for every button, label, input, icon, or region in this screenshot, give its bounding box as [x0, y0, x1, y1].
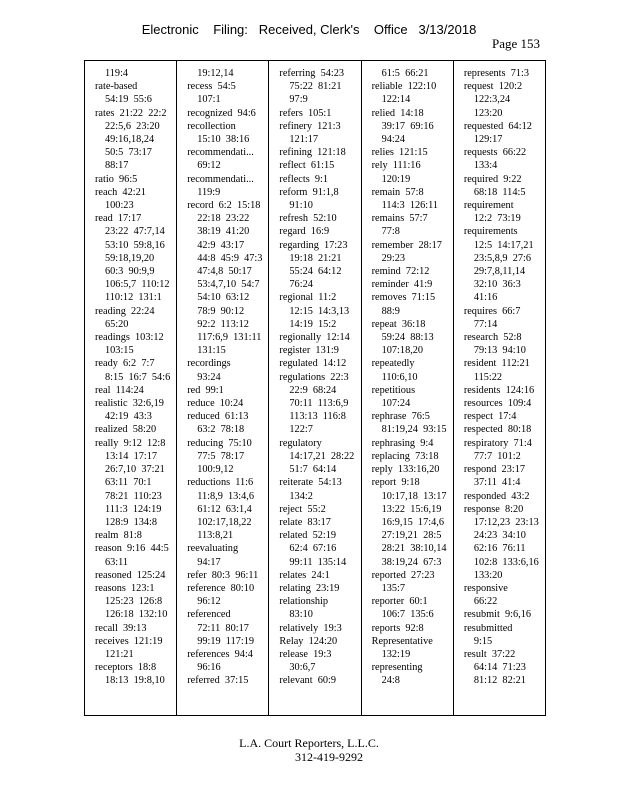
index-entry: 64:14 71:23 [473, 662, 526, 674]
index-entry: reevaluating [187, 543, 239, 555]
index-entry: Representative [371, 635, 433, 647]
index-entry: recognized 94:6 [187, 107, 256, 119]
index-entry: relied 14:18 [371, 107, 424, 119]
index-entry: reach 42:21 [95, 186, 146, 198]
index-entry: 126:18 132:10 [105, 609, 168, 621]
index-entry: 77:8 [381, 226, 400, 238]
index-entry: residents 124:16 [463, 384, 535, 396]
index-entry: 28:21 38:10,14 [381, 543, 447, 555]
index-entry: 128:9 134:8 [105, 516, 158, 528]
index-entry: reasoned 125:24 [95, 569, 166, 581]
index-entry: 24:8 [381, 675, 400, 687]
index-entry: repetitious [371, 384, 416, 396]
index-entry: 119:4 [105, 68, 129, 79]
index-entry: requires 66:7 [463, 305, 521, 317]
index-entry: 100:23 [105, 200, 134, 212]
footer [0, 736, 618, 764]
index-entry: realistic 32:6,19 [95, 398, 164, 410]
index-entry: relies 121:15 [371, 147, 428, 159]
index-entry: recommendati... [187, 147, 254, 159]
index-entry: reference 80:10 [187, 582, 255, 594]
index-entry: 29:23 [381, 252, 406, 264]
index-entry: 114:3 126:11 [381, 200, 439, 212]
index-entry: remain 57:8 [371, 186, 424, 198]
index-entry: real 114:24 [95, 384, 144, 396]
index-entry: 42:19 43:3 [105, 411, 152, 423]
index-entry: 103:15 [105, 345, 134, 357]
index-entry: 81:19,24 93:15 [381, 424, 447, 436]
index-entry: release 19:3 [279, 648, 332, 660]
index-entry: response 8:20 [463, 503, 524, 515]
index-entry: 106:7 135:6 [381, 609, 434, 621]
index-entry: regulated 14:12 [279, 358, 347, 370]
index-entry: 100:9,12 [197, 464, 234, 476]
index-entry: recall 39:13 [95, 622, 147, 634]
index-entry: responded 43:2 [463, 490, 530, 502]
index-entry: 30:6,7 [289, 662, 316, 674]
index-entry: report 9:18 [371, 477, 420, 489]
index-entry: rates 21:22 22:2 [95, 107, 167, 119]
index-entry: reminder 41:9 [371, 279, 433, 291]
index-entry: refers 105:1 [279, 107, 332, 119]
index-entry: realm 81:8 [95, 530, 142, 542]
index-entry: 23:22 47:7,14 [105, 226, 165, 238]
index-entry: requirement [463, 200, 514, 212]
index-entry: represents 71:3 [463, 68, 530, 79]
index-entry: 63:11 [105, 556, 129, 568]
index-entry: 110:12 131:1 [105, 292, 162, 304]
index-entry: 65:20 [105, 318, 129, 330]
index-entry: 47:4,8 50:17 [197, 266, 252, 278]
index-entry: 96:16 [197, 662, 221, 674]
index-entry: 94:17 [197, 556, 221, 568]
index-entry: 19:12,14 [197, 68, 234, 79]
index-entry: 77:7 101:2 [473, 450, 521, 462]
index-entry: 107:1 [197, 94, 221, 106]
index-entry: repeat 36:18 [371, 318, 426, 330]
index-entry: references 94:4 [187, 648, 253, 660]
index-entry: 22:18 23:22 [197, 213, 250, 225]
index-entry: 15:10 38:16 [197, 134, 250, 146]
index-entry: readings 103:12 [95, 332, 164, 344]
index-entry: research 52:8 [463, 332, 522, 344]
index-entry: resubmitted [463, 622, 513, 634]
index-entry: 78:21 110:23 [105, 490, 162, 502]
index-entry: Relay 124:20 [279, 635, 338, 647]
index-entry: resources 109:4 [463, 398, 532, 410]
index-entry: 79:13 94:10 [473, 345, 526, 357]
index-entry: reduce 10:24 [187, 398, 244, 410]
index-entry: 24:23 34:10 [473, 530, 526, 542]
index-entry: regulations 22:3 [279, 371, 349, 383]
index-entry: 62:16 76:11 [473, 543, 526, 555]
index-column-2 [176, 61, 268, 715]
index-entry: recollection [187, 120, 236, 132]
index-entry: red 99:1 [187, 384, 224, 396]
index-entry: 107:24 [381, 398, 411, 410]
index-entry: respond 23:17 [463, 464, 526, 476]
index-entry: 13:22 15:6,19 [381, 503, 442, 515]
index-entry: regarding 17:23 [279, 239, 348, 251]
index-entry: regionally 12:14 [279, 332, 350, 344]
index-entry: 9:15 [473, 635, 493, 647]
index-entry: 22:5,6 23:20 [105, 120, 160, 132]
index-entry: regional 11:2 [279, 292, 337, 304]
index-entry: 107:18,20 [381, 345, 424, 357]
index-entry: reducing 75:10 [187, 437, 252, 449]
index-entry: regard 16:9 [279, 226, 330, 238]
index-entry: 133:20 [473, 569, 503, 581]
index-entry: 12:5 14:17,21 [473, 239, 534, 251]
index-entry: reply 133:16,20 [371, 464, 440, 476]
index-entry: 94:24 [381, 134, 406, 146]
index-entry: 11:8,9 13:4,6 [197, 490, 255, 502]
index-entry: 53:4,7,10 54:7 [197, 279, 260, 291]
index-entry: 39:17 69:16 [381, 120, 434, 132]
index-entry: rely 111:16 [371, 160, 421, 172]
index-entry: 63:11 70:1 [105, 477, 152, 489]
index-entry: 123:20 [473, 107, 503, 119]
index-entry: 132:19 [381, 648, 411, 660]
index-entry: 29:7,8,11,14 [473, 266, 526, 278]
index-column-1 [85, 61, 176, 715]
index-entry: responsive [463, 582, 508, 594]
index-entry: 122:3,24 [473, 94, 511, 106]
index-entry: requirements [463, 226, 518, 238]
index-entry: reports 92:8 [371, 622, 424, 634]
index-entry: 66:22 [473, 596, 498, 608]
index-entry: representing [371, 662, 423, 674]
index-entry: read 17:17 [95, 213, 142, 225]
index-entry: 61:5 66:21 [381, 68, 429, 79]
index-entry: repeatedly [371, 358, 415, 370]
index-entry: regulatory [279, 437, 322, 449]
index-column-5 [453, 61, 545, 715]
index-entry: 59:24 88:13 [381, 332, 434, 344]
filing-header [0, 22, 618, 37]
index-entry: 135:7 [381, 582, 406, 594]
index-entry: 96:12 [197, 596, 221, 608]
index-entry: 125:23 126:8 [105, 596, 163, 608]
index-entry: 88:9 [381, 305, 400, 317]
index-entry: 77:14 [473, 318, 498, 330]
index-entry: 102:17,18,22 [197, 516, 252, 528]
index-entry: request 120:2 [463, 81, 523, 93]
index-entry: 70:11 113:6,9 [289, 398, 349, 410]
index-entry: 61:12 63:1,4 [197, 503, 252, 515]
index-entry: 99:19 117:19 [197, 635, 255, 647]
index-entry: 68:18 114:5 [473, 186, 526, 198]
index-column-4 [361, 61, 453, 715]
index-entry: referenced [187, 609, 231, 621]
index-entry: 55:24 64:12 [289, 266, 342, 278]
index-entry: 111:3 124:19 [105, 503, 162, 515]
index-entry: 81:12 82:21 [473, 675, 526, 687]
index-entry: reflect 61:15 [279, 160, 335, 172]
page-number: Page 153 [491, 36, 540, 51]
index-entry: result 37:22 [463, 648, 516, 660]
index-entry: 122:14 [381, 94, 411, 106]
index-entry: refining 121:18 [279, 147, 346, 159]
index-entry: 78:9 90:12 [197, 305, 245, 317]
index-entry: 62:4 67:16 [289, 543, 337, 555]
index-entry: reason 9:16 44:5 [95, 543, 169, 555]
index-entry: 77:5 78:17 [197, 450, 245, 462]
index-entry: reported 27:23 [371, 569, 435, 581]
index-entry: recommendati... [187, 173, 254, 185]
index-entry: 54:10 63:12 [197, 292, 250, 304]
index-entry: rephrasing 9:4 [371, 437, 434, 449]
index-entry: 53:10 59:8,16 [105, 239, 165, 251]
footer-company: L.A. Court Reporters, L.L.C. [239, 736, 379, 750]
index-entry: 12:2 73:19 [473, 213, 521, 225]
index-entry: removes 71:15 [371, 292, 436, 304]
index-entry: 41:16 [473, 292, 498, 304]
index-entry: 72:11 80:17 [197, 622, 249, 634]
index-entry: really 9:12 12:8 [95, 437, 166, 449]
index-table [84, 60, 546, 716]
index-entry: relating 23:19 [279, 582, 340, 594]
index-entry: 93:24 [197, 371, 221, 383]
index-entry: 117:6,9 131:11 [197, 332, 262, 344]
index-entry: recordings [187, 358, 231, 370]
index-entry: 119:9 [197, 186, 221, 198]
index-entry: 121:21 [105, 648, 134, 660]
index-entry: 113:13 116:8 [289, 411, 346, 423]
index-entry: referring 54:23 [279, 68, 345, 79]
index-entry: rephrase 76:5 [371, 411, 430, 423]
index-entry: 12:15 14:3,13 [289, 305, 350, 317]
index-entry: 13:14 17:17 [105, 450, 158, 462]
index-entry: 14:19 15:2 [289, 318, 337, 330]
index-entry: replacing 73:18 [371, 450, 439, 462]
index-entry: 110:6,10 [381, 371, 418, 383]
index-entry: remember 28:17 [371, 239, 442, 251]
index-entry: respiratory 71:4 [463, 437, 532, 449]
index-entry: 18:13 19:8,10 [105, 675, 165, 687]
index-entry: relevant 60:9 [279, 675, 337, 687]
index-entry: reflects 9:1 [279, 173, 329, 185]
index-entry: 131:15 [197, 345, 226, 357]
index-entry: 99:11 135:14 [289, 556, 347, 568]
index-entry: ratio 96:5 [95, 173, 138, 185]
index-entry: resident 112:21 [463, 358, 530, 370]
index-entry: related 52:19 [279, 530, 337, 542]
index-entry: 113:8,21 [197, 530, 234, 542]
index-entry: 19:18 21:21 [289, 252, 342, 264]
index-entry: refresh 52:10 [279, 213, 337, 225]
index-entry: 49:16,18,24 [105, 134, 155, 146]
index-entry: 38:19,24 67:3 [381, 556, 442, 568]
index-entry: relate 83:17 [279, 516, 331, 528]
index-entry: 22:9 68:24 [289, 384, 337, 396]
footer-phone: 312-419-9292 [295, 750, 363, 764]
index-entry: relates 24:1 [279, 569, 330, 581]
index-entry: reductions 11:6 [187, 477, 254, 489]
index-entry: 133:4 [473, 160, 498, 172]
index-entry: reasons 123:1 [95, 582, 155, 594]
index-entry: 60:3 90:9,9 [105, 266, 155, 278]
index-entry: relationship [279, 596, 329, 608]
index-entry: respected 80:18 [463, 424, 532, 436]
index-entry: 76:24 [289, 279, 313, 291]
index-entry: 38:19 41:20 [197, 226, 250, 238]
index-entry: 23:5,8,9 27:6 [473, 252, 532, 264]
index-entry: record 6:2 15:18 [187, 200, 261, 212]
index-entry: reject 55:2 [279, 503, 326, 515]
index-entry: 16:9,15 17:4,6 [381, 516, 444, 528]
index-entry: 10:17,18 13:17 [381, 490, 447, 502]
index-entry: reiterate 54:13 [279, 477, 342, 489]
index-entry: reading 22:24 [95, 305, 155, 317]
index-entry: 120:19 [381, 173, 411, 185]
index-entry: 121:17 [289, 134, 319, 146]
index-entry: 50:5 73:17 [105, 147, 152, 159]
index-entry: reliable 122:10 [371, 81, 437, 93]
index-entry: recess 54:5 [187, 81, 236, 93]
index-entry: 102:8 133:6,16 [473, 556, 539, 568]
index-entry: 92:2 113:12 [197, 318, 249, 330]
index-entry: remind 72:12 [371, 266, 430, 278]
index-entry: 106:5,7 110:12 [105, 279, 170, 291]
index-entry: 83:10 [289, 609, 313, 621]
index-column-3 [268, 61, 360, 715]
index-entry: refinery 121:3 [279, 120, 341, 132]
index-entry: 17:12,23 23:13 [473, 516, 539, 528]
index-entry: 27:19,21 28:5 [381, 530, 442, 542]
index-entry: remains 57:7 [371, 213, 428, 225]
index-entry: 91:10 [289, 200, 313, 212]
index-entry: ready 6:2 7:7 [95, 358, 155, 370]
index-entry: relatively 19:3 [279, 622, 342, 634]
index-entry: 129:17 [473, 134, 503, 146]
index-entry: 37:11 41:4 [473, 477, 521, 489]
index-entry: 59:18,19,20 [105, 252, 155, 264]
index-entry: resubmit 9:6,16 [463, 609, 532, 621]
index-entry: 54:19 55:6 [105, 94, 152, 106]
index-entry: refer 80:3 96:11 [187, 569, 259, 581]
index-entry: 75:22 81:21 [289, 81, 342, 93]
index-entry: reporter 60:1 [371, 596, 428, 608]
index-entry: rate-based [95, 81, 138, 93]
index-entry: 42:9 43:17 [197, 239, 245, 251]
index-entry: reform 91:1,8 [279, 186, 339, 198]
index-entry: realized 58:20 [95, 424, 157, 436]
index-entry: required 9:22 [463, 173, 522, 185]
index-entry: 8:15 16:7 54:6 [105, 371, 171, 383]
index-entry: 97:9 [289, 94, 308, 106]
index-entry: 26:7,10 37:21 [105, 464, 165, 476]
index-entry: 88:17 [105, 160, 129, 172]
index-entry: 69:12 [197, 160, 221, 172]
index-entry: 115:22 [473, 371, 503, 383]
index-entry: respect 17:4 [463, 411, 517, 423]
index-entry: requested 64:12 [463, 120, 532, 132]
index-entry: requests 66:22 [463, 147, 527, 159]
index-entry: register 131:9 [279, 345, 339, 357]
index-entry: 122:7 [289, 424, 313, 436]
index-entry: 44:8 45:9 47:3 [197, 252, 263, 264]
index-entry: 32:10 36:3 [473, 279, 521, 291]
index-entry: 51:7 64:14 [289, 464, 337, 476]
index-entry: receptors 18:8 [95, 662, 157, 674]
index-entry: 134:2 [289, 490, 313, 502]
index-entry: reduced 61:13 [187, 411, 249, 423]
index-entry: 63:2 78:18 [197, 424, 245, 436]
index-entry: referred 37:15 [187, 675, 249, 687]
index-entry: receives 121:19 [95, 635, 163, 647]
index-entry: 14:17,21 28:22 [289, 450, 355, 462]
filing-stamp-text: Electronic Filing: Received, Clerk's Office 3/13/2018 [141, 22, 477, 37]
